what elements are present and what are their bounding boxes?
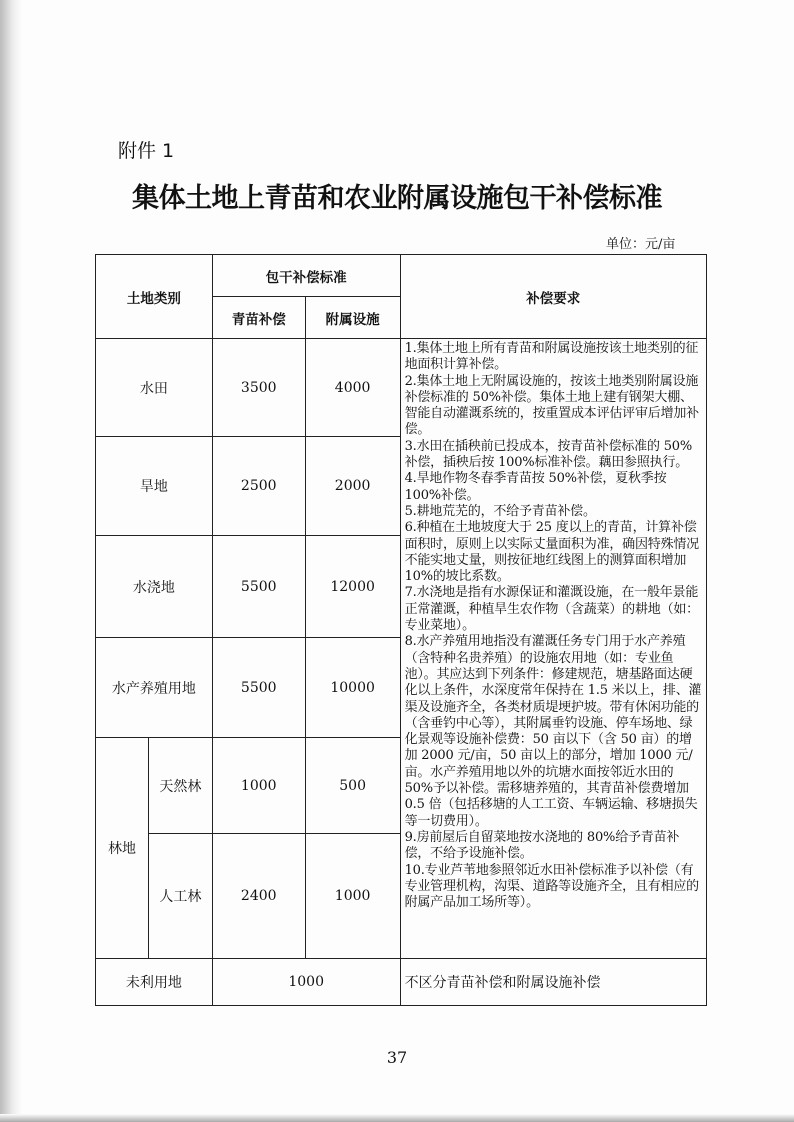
facility-value: 10000	[305, 638, 400, 738]
facility-value: 500	[305, 738, 400, 834]
seedling-value: 2400	[212, 834, 305, 959]
scan-edge-bottom	[0, 1114, 794, 1122]
requirement-item: 9.房前屋后自留菜地按水浇地的 80%给予青苗补偿，不给予设施补偿。	[404, 829, 680, 862]
facility-value: 4000	[305, 339, 400, 437]
land-type: 未利用地	[96, 959, 213, 1006]
land-type: 旱地	[96, 437, 213, 536]
attachment-label: 附件 1	[118, 140, 175, 162]
land-type: 水田	[96, 339, 213, 437]
requirement-item: 1.集体土地上所有青苗和附属设施按该土地类别的征地面积计算补偿。	[404, 341, 699, 373]
combined-value: 1000	[212, 959, 400, 1006]
header-seedling: 青苗补偿	[212, 297, 305, 339]
facility-value: 12000	[305, 536, 400, 638]
land-type: 水产养殖用地	[96, 638, 213, 738]
requirement-item: 5.耕地荒芜的，不给予青苗补偿。	[404, 503, 596, 519]
facility-value: 2000	[305, 437, 400, 536]
requirement-item: 2.集体土地上无附属设施的，按该土地类别附属设施补偿标准的 50%补偿。集体土地上建有钢架大棚、智能自动灌溉系统的，按重置成本评估评审后增加补偿。	[404, 373, 699, 438]
requirement-item: 8.水产养殖用地指没有灌溉任务专门用于水产养殖（含特种名贵养殖）的设施农用地（如：专业鱼池）。其应达到下列条件：修建规范，塘基路面达硬化以上条件，水深度常年保持在 1.5 米以上，排、灌渠及设施齐全，各类材质堤埂护坡。带有休闲功能的（含垂钓中心等），其附属垂钓设施、停车场地、绿化景观等设施补偿费：50 亩以下（含 50 亩）的增加 2000 元/亩，50 亩以上的部分，增加 1000 元/亩。水产养殖用地以外的坑塘水面按邻近水田的 50%予以补偿。需移塘养殖的，其青苗补偿费增加 0.5 倍（包括移塘的人工工资、车辆运输、移塘损失等一切费用）。	[404, 634, 702, 829]
compensation-table	[95, 254, 707, 1006]
seedling-value: 3500	[212, 339, 305, 437]
requirements-cell	[400, 339, 706, 959]
requirement-item: 3.水田在插秧前已投成本，按青苗补偿标准的 50%补偿，插秧后按 100%标准补偿。藕田参照执行。	[404, 438, 692, 471]
land-type: 水浇地	[96, 536, 213, 638]
header-requirements: 补偿要求	[400, 255, 706, 339]
seedling-value: 2500	[212, 437, 305, 536]
header-facility: 附属设施	[305, 297, 400, 339]
table-row	[96, 339, 707, 437]
document-title: 集体土地上青苗和农业附属设施包干补偿标准	[132, 183, 662, 214]
header-land-type: 土地类别	[96, 255, 213, 339]
requirement-item: 10.专业芦苇地参照邻近水田补偿标准予以补偿（有专业管理机构，沟渠、道路等设施齐全，且有相应的附属产品加工场所等）。	[404, 862, 699, 911]
land-type-forest: 林地	[96, 738, 149, 959]
header-standard: 包干补偿标准	[212, 255, 400, 297]
requirement-unused: 不区分青苗补偿和附属设施补偿	[400, 959, 706, 1006]
table-row	[96, 959, 707, 1006]
seedling-value: 5500	[212, 536, 305, 638]
seedling-value: 5500	[212, 638, 305, 738]
requirement-item: 4.旱地作物冬春季青苗按 50%补偿，夏秋季按 100%补偿。	[404, 471, 667, 503]
land-subtype: 人工林	[148, 834, 212, 959]
requirement-item: 6.种植在土地坡度大于 25 度以上的青苗，计算补偿面积时，原则上以实际丈量面积为准，确因特殊情况不能实地丈量，则按征地红线图上的测算面积增加 10%的坡比系数。	[404, 520, 699, 585]
unit-label: 单位：元/亩	[606, 237, 676, 252]
seedling-value: 1000	[212, 738, 305, 834]
facility-value: 1000	[305, 834, 400, 959]
scan-edge	[0, 0, 22, 1122]
requirement-item: 7.水浇地是指有水源保证和灌溉设施，在一般年景能正常灌溉，种植旱生农作物（含蔬菜）的耕地（如：专业菜地）。	[404, 585, 699, 634]
land-subtype: 天然林	[148, 738, 212, 834]
page-number: 37	[386, 1048, 408, 1067]
